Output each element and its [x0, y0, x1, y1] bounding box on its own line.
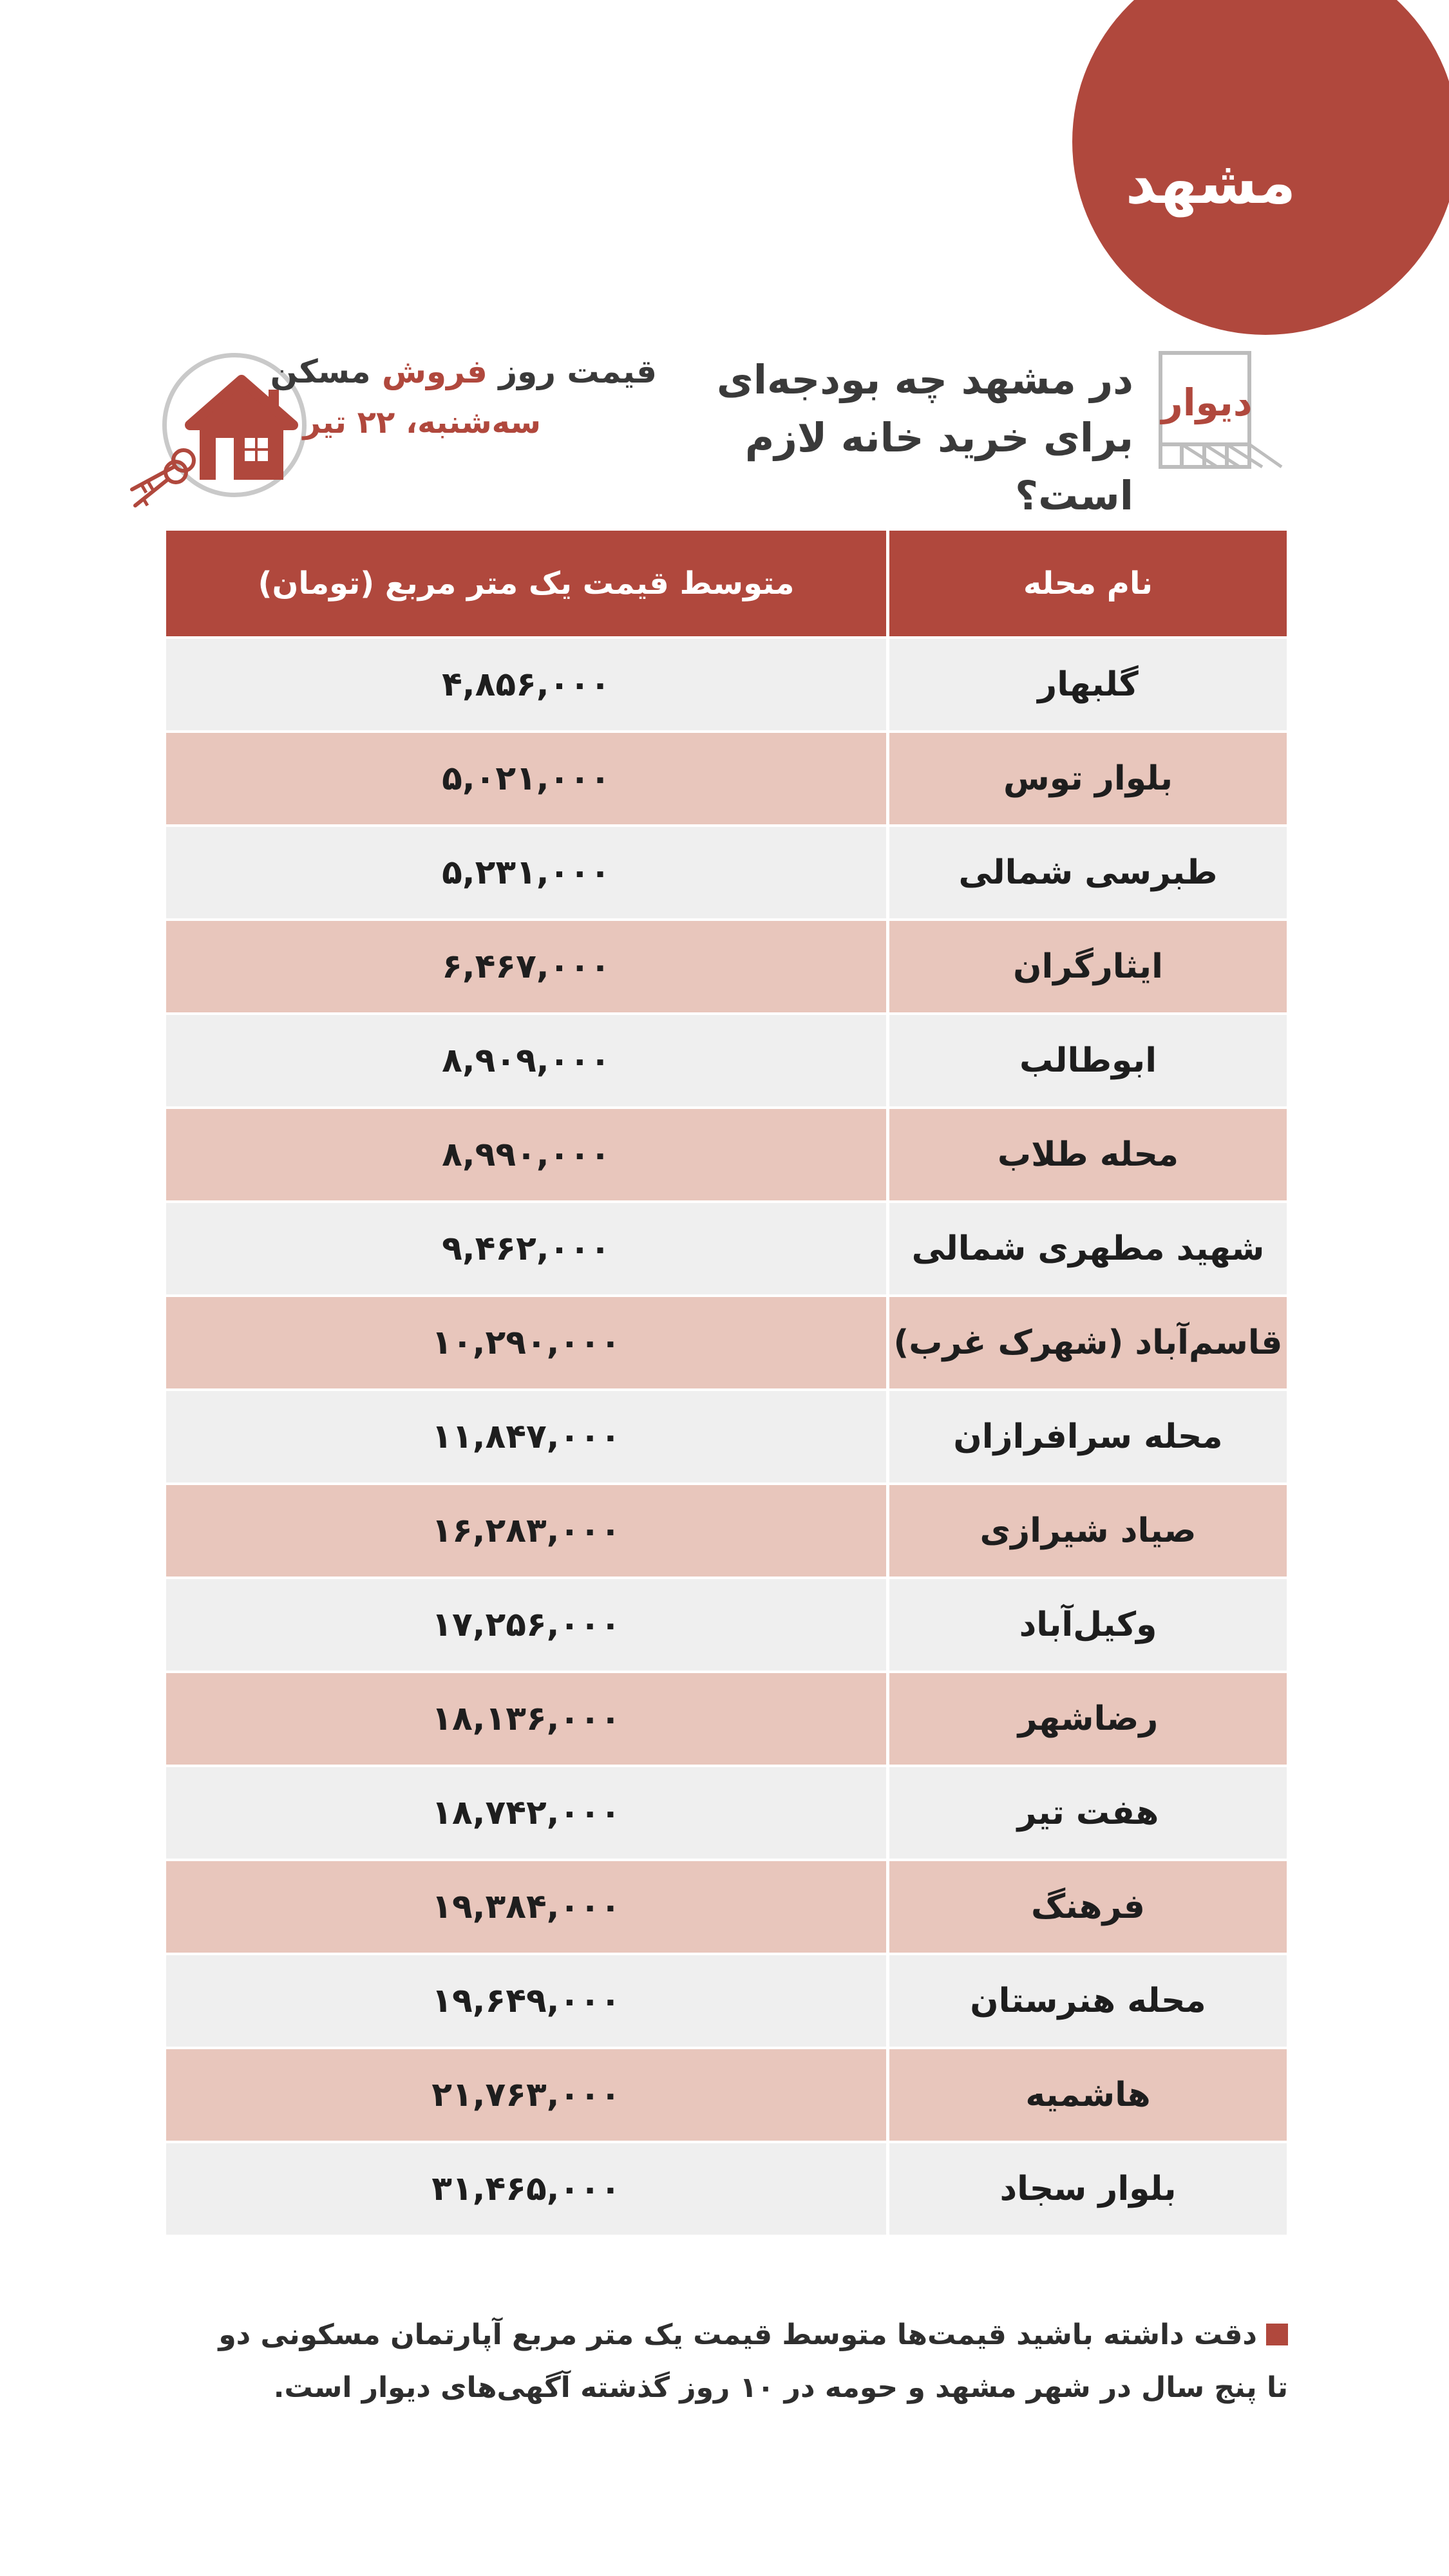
table-row — [166, 636, 1287, 730]
footnote — [206, 2309, 1288, 2414]
column-divider — [886, 531, 889, 636]
table-row — [166, 1859, 1287, 1953]
footnote-text: دقت داشته باشید قیمت‌ها متوسط قیمت یک متر مربع آپارتمان مسکونی دو تا پنج سال در شهر مشهد و حومه در ۱۰ روز گذشته آگهی‌های دیوار است. — [218, 2318, 1288, 2404]
neighborhood-name: وکیل‌آباد — [1019, 1605, 1157, 1644]
column-divider — [886, 2049, 889, 2141]
column-divider — [886, 639, 889, 730]
column-divider — [886, 827, 889, 918]
column-divider — [886, 1203, 889, 1294]
price-per-sqm: ۱۶,۲۸۳,۰۰۰ — [431, 1511, 621, 1550]
table-row — [166, 1953, 1287, 2047]
neighborhood-name: هاشمیه — [1025, 2076, 1151, 2114]
column-divider — [886, 2143, 889, 2235]
column-header-neighborhood: نام محله — [1023, 565, 1153, 601]
price-per-sqm: ۵,۰۲۱,۰۰۰ — [442, 759, 611, 798]
column-divider — [886, 733, 889, 824]
neighborhood-name: ابوطالب — [1019, 1041, 1157, 1080]
column-divider — [886, 1485, 889, 1577]
column-divider — [886, 1015, 889, 1106]
table-row — [166, 1200, 1287, 1294]
column-divider — [886, 1955, 889, 2047]
svg-text:دیوار: دیوار — [1161, 381, 1253, 424]
price-title: قیمت روز فروش مسکن — [270, 353, 657, 390]
neighborhood-name: گلبهار — [1037, 665, 1139, 704]
table-row — [166, 2047, 1287, 2141]
table-row — [166, 1577, 1287, 1671]
city-name: مشهد — [1125, 148, 1296, 217]
neighborhood-name: قاسم‌آباد (شهرک غرب) — [893, 1323, 1283, 1362]
keys-icon — [132, 450, 194, 506]
column-divider — [886, 1391, 889, 1482]
neighborhood-name: هفت تیر — [1017, 1794, 1159, 1832]
neighborhood-name: شهید مطهری شمالی — [911, 1229, 1265, 1268]
price-per-sqm: ۹,۴۶۲,۰۰۰ — [442, 1229, 611, 1268]
column-divider — [886, 1767, 889, 1859]
column-divider — [886, 1861, 889, 1953]
table-row — [166, 1388, 1287, 1482]
neighborhood-name: صیاد شیرازی — [980, 1511, 1197, 1550]
column-divider — [886, 1673, 889, 1765]
table-row — [166, 1765, 1287, 1859]
table-row — [166, 918, 1287, 1012]
table-row — [166, 1482, 1287, 1577]
price-per-sqm: ۲۱,۷۶۳,۰۰۰ — [431, 2076, 621, 2114]
table-header — [166, 531, 1287, 636]
column-divider — [886, 1579, 889, 1671]
price-per-sqm: ۸,۹۹۰,۰۰۰ — [442, 1135, 611, 1174]
price-per-sqm: ۱۸,۷۴۲,۰۰۰ — [431, 1794, 621, 1832]
neighborhood-name: طبرسی شمالی — [958, 853, 1218, 892]
column-divider — [886, 1297, 889, 1388]
column-divider — [886, 921, 889, 1012]
divar-logo-icon — [1153, 348, 1288, 477]
neighborhood-name: بلوار سجاد — [999, 2170, 1177, 2208]
headline-question: در مشهد چه بودجه‌ای برای خرید خانه لازم است؟ — [716, 356, 1133, 519]
column-header-price: متوسط قیمت یک متر مربع (تومان) — [258, 565, 795, 601]
price-per-sqm: ۱۷,۲۵۶,۰۰۰ — [431, 1605, 621, 1644]
price-per-sqm: ۱۰,۲۹۰,۰۰۰ — [431, 1323, 621, 1362]
neighborhood-name: محله سرافرازان — [953, 1417, 1223, 1456]
price-per-sqm: ۶,۴۶۷,۰۰۰ — [442, 947, 611, 986]
price-per-sqm: ۱۸,۱۳۶,۰۰۰ — [431, 1700, 621, 1738]
note-bullet-square — [1266, 2324, 1288, 2345]
price-per-sqm: ۱۹,۶۴۹,۰۰۰ — [431, 1982, 621, 2020]
table-body — [166, 636, 1287, 2235]
price-table — [166, 531, 1287, 2235]
neighborhood-name: بلوار توس — [1003, 759, 1173, 798]
table-row — [166, 2141, 1287, 2235]
neighborhood-name: ایثارگران — [1013, 947, 1163, 986]
neighborhood-name: محله طلاب — [997, 1135, 1179, 1174]
price-per-sqm: ۴,۸۵۶,۰۰۰ — [442, 665, 611, 704]
table-row — [166, 1012, 1287, 1106]
price-per-sqm: ۵,۲۳۱,۰۰۰ — [442, 853, 611, 892]
price-date: سه‌شنبه، ۲۲ تیر — [303, 404, 541, 440]
neighborhood-name: فرهنگ — [1031, 1888, 1145, 1926]
neighborhood-name: محله هنرستان — [970, 1982, 1206, 2020]
table-row — [166, 730, 1287, 824]
column-divider — [886, 1109, 889, 1200]
table-row — [166, 824, 1287, 918]
price-per-sqm: ۳۱,۴۶۵,۰۰۰ — [431, 2170, 621, 2208]
table-row — [166, 1106, 1287, 1200]
price-per-sqm: ۸,۹۰۹,۰۰۰ — [442, 1041, 611, 1080]
table-row — [166, 1671, 1287, 1765]
price-per-sqm: ۱۹,۳۸۴,۰۰۰ — [431, 1888, 621, 1926]
table-row — [166, 1294, 1287, 1388]
neighborhood-name: رضاشهر — [1018, 1700, 1159, 1738]
price-per-sqm: ۱۱,۸۴۷,۰۰۰ — [431, 1417, 621, 1456]
